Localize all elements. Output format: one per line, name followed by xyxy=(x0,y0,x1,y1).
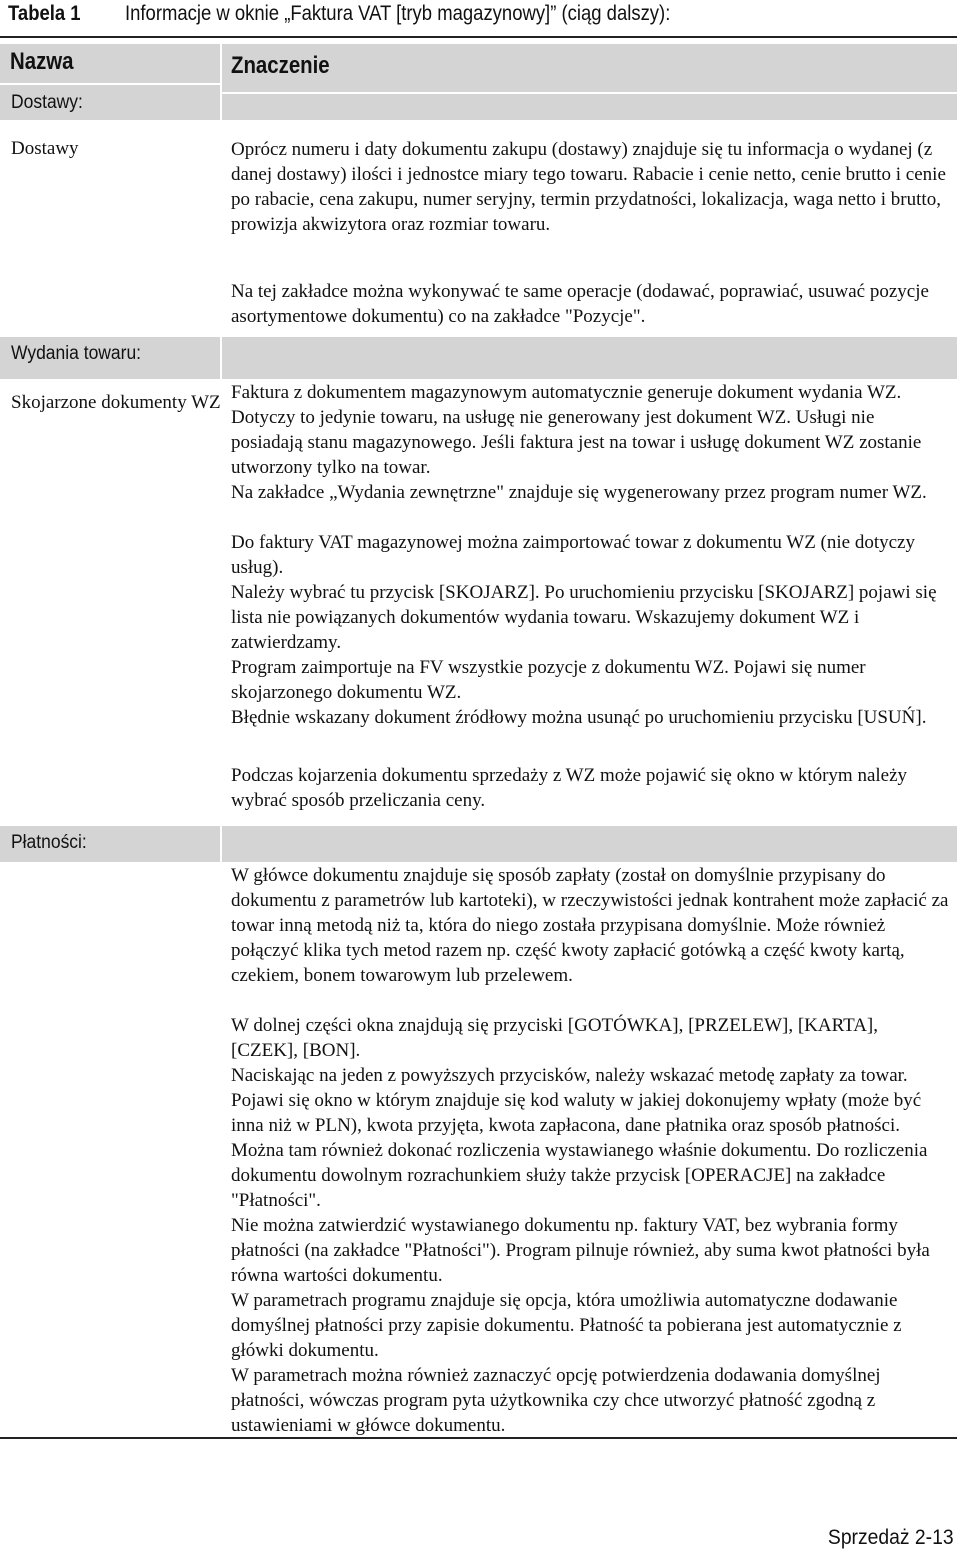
section-platnosci-label: Płatności: xyxy=(11,832,87,853)
platnosci-paragraph-2: W dolnej części okna znajdują się przyciski [GOTÓWKA], [PRZELEW], [KARTA], [CZEK], [BON]. xyxy=(231,1015,879,1061)
table-caption: Informacje w oknie „Faktura VAT [tryb magazynowy]” (ciąg dalszy): xyxy=(125,2,671,25)
section-dostawy-band xyxy=(222,94,957,120)
table-title-row xyxy=(0,0,960,36)
header-meaning: Znaczenie xyxy=(231,52,330,79)
section-wydania-label: Wydania towaru: xyxy=(11,343,142,364)
wydania-paragraph-7: Podczas kojarzenia dokumentu sprzedaży z WZ może pojawić się okno w którym należy wybrać sposób przeliczania ceny. xyxy=(231,765,908,811)
dostawy-paragraph-1: Oprócz numeru i daty dokumentu zakupu (dostawy) znajduje się tu informacja o wydanej (z danej dostawy) ilości i jednostce miary tego towaru. Rabacie i cenie netto, cenie brutto i cenie po rabacie, cena zakupu, numer seryjny, termin przydatności, lokalizacja, waga netto i brutto, prowizja akwizytora oraz rozmiar towaru. xyxy=(231,139,946,235)
row-label-dostawy: Dostawy xyxy=(11,138,79,159)
wydania-paragraph-2: Na zakładce „Wydania zewnętrzne" znajduje się wygenerowany przez program numer WZ. xyxy=(231,482,927,503)
wydania-paragraph-1: Faktura z dokumentem magazynowym automatycznie generuje dokument wydania WZ. Dotyczy to jedynie towaru, na usługę nie generowany jest dokument WZ. Usługi nie posiadają stanu magazynowego. Jeśli faktura jest na towar i usługę dokument WZ zostanie utworzony tylko na towar. xyxy=(231,382,922,478)
table-label: Tabela 1 xyxy=(8,2,81,25)
section-platnosci-band xyxy=(222,826,957,862)
header-name: Nazwa xyxy=(10,48,74,75)
section-dostawy-label: Dostawy: xyxy=(11,92,83,113)
platnosci-paragraph-4: Nie można zatwierdzić wystawianego dokumentu np. faktury VAT, bez wybrania formy płatności (na zakładce "Płatności"). Program pilnuje również, aby suma kwot płatności była równa wartości dokumentu. xyxy=(231,1215,930,1286)
section-wydania-band xyxy=(222,337,957,379)
wydania-paragraph-3: Do faktury VAT magazynowej można zaimportować towar z dokumentu WZ (nie dotyczy usług). xyxy=(231,532,915,578)
wydania-paragraph-6: Błędnie wskazany dokument źródłowy można usunąć po uruchomieniu przycisku [USUŃ]. xyxy=(231,707,927,728)
platnosci-paragraph-3: Naciskając na jeden z powyższych przycisków, należy wskazać metodę zapłaty za towar. Pojawi się okno w którym znajduje się kod waluty w jakiej dokonujemy wpłaty (może być inna niż w PLN), kwota przyjęta, kwota zapłacona, dane płatnika oraz sposób płatności. Można tam również dokonać rozliczenia wystawianego właśnie dokumentu. Do rozliczenia dokumentu dowolnym rozrachunkiem służy także przycisk [OPERACJE] na zakładce "Płatności". xyxy=(231,1065,928,1211)
page-footer: Sprzedaż 2-13 xyxy=(828,1526,954,1549)
platnosci-paragraph-5: W parametrach programu znajduje się opcja, która umożliwia automatyczne dodawanie domyślnej płatności przy zapisie dokumentu. Płatność ta pobierana jest automatycznie z główki dokumentu. xyxy=(231,1290,902,1361)
platnosci-paragraph-1: W główce dokumentu znajduje się sposób zapłaty (został on domyślnie przypisany do dokumentu z parametrów lub kartoteki), w rzeczywistości jednak kontrahent może zapłacić za towar inną metodą niż ta, która do niego została przypisana domyślnie. Może również połączyć klika tych metod razem np. część kwoty zapłacić gotówką a część kwoty kartą, czekiem, bonem towarowym lub przelewem. xyxy=(231,865,949,986)
row-label-skojarzone: Skojarzone dokumenty WZ xyxy=(11,392,221,413)
wydania-paragraph-4: Należy wybrać tu przycisk [SKOJARZ]. Po uruchomieniu przycisku [SKOJARZ] pojawi się lista nie powiązanych dokumentów wydania towaru. Wskazujemy dokument WZ i zatwierdzamy. xyxy=(231,582,937,653)
table-bottom-rule xyxy=(0,1437,957,1439)
dostawy-paragraph-2: Na tej zakładce można wykonywać te same operacje (dodawać, poprawiać, usuwać pozycje asortymentowe dokumentu) co na zakładce "Pozycje". xyxy=(231,281,929,327)
title-underline xyxy=(0,36,957,38)
platnosci-paragraph-6: W parametrach można również zaznaczyć opcję potwierdzenia dodawania domyślnej płatności, wówczas program pyta użytkownika czy chce utworzyć płatność zgodną z ustawieniami w główce dokumentu. xyxy=(231,1365,881,1436)
wydania-paragraph-5: Program zaimportuje na FV wszystkie pozycje z dokumentu WZ. Pojawi się numer skojarzonego dokumentu WZ. xyxy=(231,657,866,703)
header-meaning-cell xyxy=(222,44,957,92)
